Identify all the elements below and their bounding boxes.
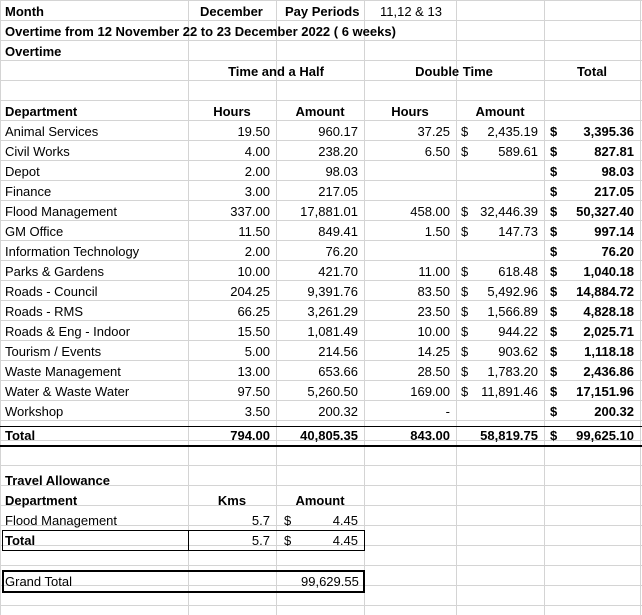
dollar-sign-total: $: [550, 164, 558, 179]
travel-row-kms: 5.7: [251, 513, 270, 528]
department-name: GM Office: [5, 224, 64, 239]
dollar-sign-total: $: [550, 364, 558, 379]
total-amount: 76.20: [601, 244, 634, 259]
amount-double-time: [456, 162, 538, 182]
total-amount: 1,040.18: [583, 264, 634, 279]
amount-time-and-half: 200.32: [318, 404, 358, 419]
amount-double-time: 2,435.19: [487, 124, 538, 139]
amount-time-and-half: 960.17: [318, 124, 358, 139]
dollar-sign-double-time: $: [461, 144, 469, 159]
dollar-sign-total: $: [550, 204, 558, 219]
hours-time-and-half: 337.00: [230, 204, 270, 219]
total-amount: 14,884.72: [576, 284, 634, 299]
hours-double-time: -: [445, 404, 450, 419]
hours-time-and-half: 19.50: [237, 124, 270, 139]
amount-time-and-half: 9,391.76: [307, 284, 358, 299]
travel-total-label: Total: [5, 533, 36, 548]
amount-double-time: 11,891.46: [481, 384, 538, 399]
total-row-bottom-border: [0, 445, 642, 447]
hours-time-and-half: 11.50: [238, 224, 270, 239]
travel-row-dollar-sign: $: [284, 513, 292, 528]
column-header-hours-time-and-half: Hours: [213, 104, 251, 119]
department-name: Finance: [5, 184, 52, 199]
travel-total-border-left: [2, 530, 3, 551]
amount-double-time: 618.48: [498, 264, 538, 279]
column-header-amount-double-time: Amount: [475, 104, 525, 119]
hours-double-time: 37.25: [417, 124, 450, 139]
hours-double-time: [364, 162, 450, 182]
department-name: Tourism / Events: [5, 344, 102, 359]
grand-total-border-right: [363, 570, 365, 593]
total-dollar-sign: $: [550, 428, 558, 443]
total-amount: 50,327.40: [576, 204, 634, 219]
total-grand-overtime: 99,625.10: [576, 428, 634, 443]
dollar-sign-double-time: $: [461, 324, 469, 339]
hours-time-and-half: 3.00: [244, 184, 270, 199]
dollar-sign-total: $: [550, 284, 558, 299]
amount-double-time: [456, 402, 538, 422]
amount-time-and-half: 214.56: [318, 344, 358, 359]
total-amount: 2,025.71: [583, 324, 634, 339]
dollar-sign-double-time: $: [461, 304, 469, 319]
total-row-top-border: [0, 426, 642, 427]
dollar-sign-double-time: $: [461, 284, 469, 299]
travel-total-dollar-sign: $: [284, 533, 292, 548]
amount-double-time: 944.22: [498, 324, 538, 339]
hours-double-time: 10.00: [417, 324, 450, 339]
grid-row-line: [0, 60, 642, 61]
amount-double-time: [456, 182, 538, 202]
travel-total-border-bottom: [2, 550, 364, 551]
amount-time-and-half: 217.05: [318, 184, 358, 199]
grid-row-line: [0, 565, 642, 566]
department-name: Civil Works: [5, 144, 70, 159]
column-header-department: Department: [5, 104, 78, 119]
month-label: Month: [5, 4, 44, 19]
hours-time-and-half: 2.00: [244, 244, 270, 259]
hours-double-time: 83.50: [417, 284, 450, 299]
report-subtitle: Overtime from 12 November 22 to 23 December 2022 ( 6 weeks): [5, 24, 396, 39]
dollar-sign-total: $: [550, 384, 558, 399]
dollar-sign-double-time: $: [461, 364, 469, 379]
hours-double-time: 11.00: [418, 264, 450, 279]
grid-column-line: [640, 0, 641, 615]
grand-total-border-bottom: [2, 591, 364, 593]
amount-time-and-half: 98.03: [325, 164, 358, 179]
amount-double-time: 589.61: [498, 144, 538, 159]
amount-time-and-half: 238.20: [318, 144, 358, 159]
amount-time-and-half: 1,081.49: [307, 324, 358, 339]
dollar-sign-total: $: [550, 304, 558, 319]
travel-total-border-mid: [188, 530, 189, 551]
grand-total-border-left: [2, 570, 4, 593]
grand-total-border-top: [2, 570, 364, 572]
dollar-sign-total: $: [550, 324, 558, 339]
dollar-sign-total: $: [550, 264, 558, 279]
grid-column-line: [544, 0, 545, 615]
amount-time-and-half: 76.20: [325, 244, 358, 259]
travel-total-border-right: [364, 530, 365, 551]
grand-total-label: Grand Total: [5, 574, 72, 589]
hours-double-time: [364, 182, 450, 202]
dollar-sign-total: $: [550, 244, 558, 259]
hours-time-and-half: 10.00: [237, 264, 270, 279]
amount-time-and-half: 653.66: [318, 364, 358, 379]
total-amount: 1,118.18: [584, 344, 634, 359]
dollar-sign-total: $: [550, 344, 558, 359]
total-amount-time-and-half: 40,805.35: [300, 428, 358, 443]
total-amount: 3,395.36: [583, 124, 634, 139]
travel-row-amount: 4.45: [332, 513, 358, 528]
dollar-sign-double-time: $: [461, 124, 469, 139]
amount-double-time: 5,492.96: [487, 284, 538, 299]
hours-double-time: 6.50: [424, 144, 450, 159]
month-value: December: [200, 4, 263, 19]
travel-total-border-top: [2, 530, 364, 531]
grid-row-line: [0, 100, 642, 101]
dollar-sign-total: $: [550, 224, 558, 239]
total-amount: 2,436.86: [583, 364, 634, 379]
department-name: Parks & Gardens: [5, 264, 104, 279]
dollar-sign-double-time: $: [461, 204, 469, 219]
amount-double-time: 1,783.20: [487, 364, 538, 379]
amount-double-time: 903.62: [498, 344, 538, 359]
column-header-hours-double-time: Hours: [391, 104, 429, 119]
pay-periods-label: Pay Periods: [285, 4, 360, 19]
dollar-sign-total: $: [550, 124, 558, 139]
hours-time-and-half: 204.25: [230, 284, 270, 299]
hours-time-and-half: 97.50: [237, 384, 270, 399]
amount-double-time: 1,566.89: [487, 304, 538, 319]
hours-double-time: 169.00: [410, 384, 450, 399]
total-amount: 4,828.18: [583, 304, 634, 319]
department-name: Workshop: [5, 404, 64, 419]
total-amount: 200.32: [594, 404, 634, 419]
travel-allowance-title: Travel Allowance: [5, 473, 111, 488]
section-title-overtime: Overtime: [5, 44, 62, 59]
total-amount-double-time: 58,819.75: [480, 428, 538, 443]
dollar-sign-total: $: [550, 404, 558, 419]
hours-double-time: 458.00: [410, 204, 450, 219]
hours-double-time: 23.50: [417, 304, 450, 319]
hours-time-and-half: 2.00: [244, 164, 270, 179]
department-name: Roads & Eng - Indoor: [5, 324, 131, 339]
total-amount: 98.03: [601, 164, 634, 179]
hours-time-and-half: 5.00: [244, 344, 270, 359]
group-header-total: Total: [576, 64, 608, 79]
travel-row-department: Flood Management: [5, 513, 118, 528]
dollar-sign-total: $: [550, 184, 558, 199]
grid-row-line: [0, 605, 642, 606]
department-name: Roads - Council: [5, 284, 98, 299]
grid-column-line: [0, 0, 1, 615]
amount-double-time: 32,446.39: [480, 204, 538, 219]
department-name: Information Technology: [5, 244, 140, 259]
travel-column-header-kms: Kms: [217, 493, 247, 508]
travel-total-amount: 4.45: [332, 533, 358, 548]
group-header-time-and-half: Time and a Half: [228, 64, 324, 79]
grid-row-line: [0, 0, 642, 1]
amount-time-and-half: 421.70: [318, 264, 358, 279]
travel-column-header-department: Department: [5, 493, 78, 508]
hours-double-time: [364, 242, 450, 262]
dollar-sign-double-time: $: [461, 344, 469, 359]
dollar-sign-double-time: $: [461, 384, 469, 399]
total-amount: 997.14: [594, 224, 634, 239]
travel-total-kms: 5.7: [251, 533, 270, 548]
pay-periods-value: 11,12 & 13: [380, 4, 442, 19]
total-amount: 17,151.96: [576, 384, 634, 399]
column-header-amount-time-and-half: Amount: [295, 104, 345, 119]
dollar-sign-double-time: $: [461, 224, 469, 239]
travel-column-header-amount: Amount: [295, 493, 345, 508]
hours-time-and-half: 4.00: [244, 144, 270, 159]
department-name: Flood Management: [5, 204, 118, 219]
amount-time-and-half: 17,881.01: [300, 204, 358, 219]
hours-double-time: 14.25: [417, 344, 450, 359]
dollar-sign-total: $: [550, 144, 558, 159]
grand-total-value: 99,629.55: [301, 574, 359, 589]
group-header-double-time: Double Time: [415, 64, 493, 79]
department-name: Animal Services: [5, 124, 99, 139]
hours-time-and-half: 13.00: [237, 364, 270, 379]
hours-time-and-half: 15.50: [237, 324, 270, 339]
total-row-label: Total: [5, 428, 36, 443]
hours-double-time: 28.50: [417, 364, 450, 379]
amount-double-time: [456, 242, 538, 262]
total-amount: 827.81: [594, 144, 634, 159]
total-hours-time-and-half: 794.00: [230, 428, 270, 443]
hours-time-and-half: 3.50: [244, 404, 270, 419]
hours-double-time: 1.50: [424, 224, 450, 239]
total-amount: 217.05: [594, 184, 634, 199]
amount-time-and-half: 5,260.50: [307, 384, 358, 399]
hours-time-and-half: 66.25: [237, 304, 270, 319]
department-name: Depot: [5, 164, 40, 179]
grid-row-line: [0, 465, 642, 466]
department-name: Roads - RMS: [5, 304, 84, 319]
amount-time-and-half: 849.41: [318, 224, 358, 239]
total-hours-double-time: 843.00: [410, 428, 450, 443]
amount-double-time: 147.73: [498, 224, 538, 239]
dollar-sign-double-time: $: [461, 264, 469, 279]
department-name: Waste Management: [5, 364, 121, 379]
amount-time-and-half: 3,261.29: [307, 304, 358, 319]
department-name: Water & Waste Water: [5, 384, 130, 399]
